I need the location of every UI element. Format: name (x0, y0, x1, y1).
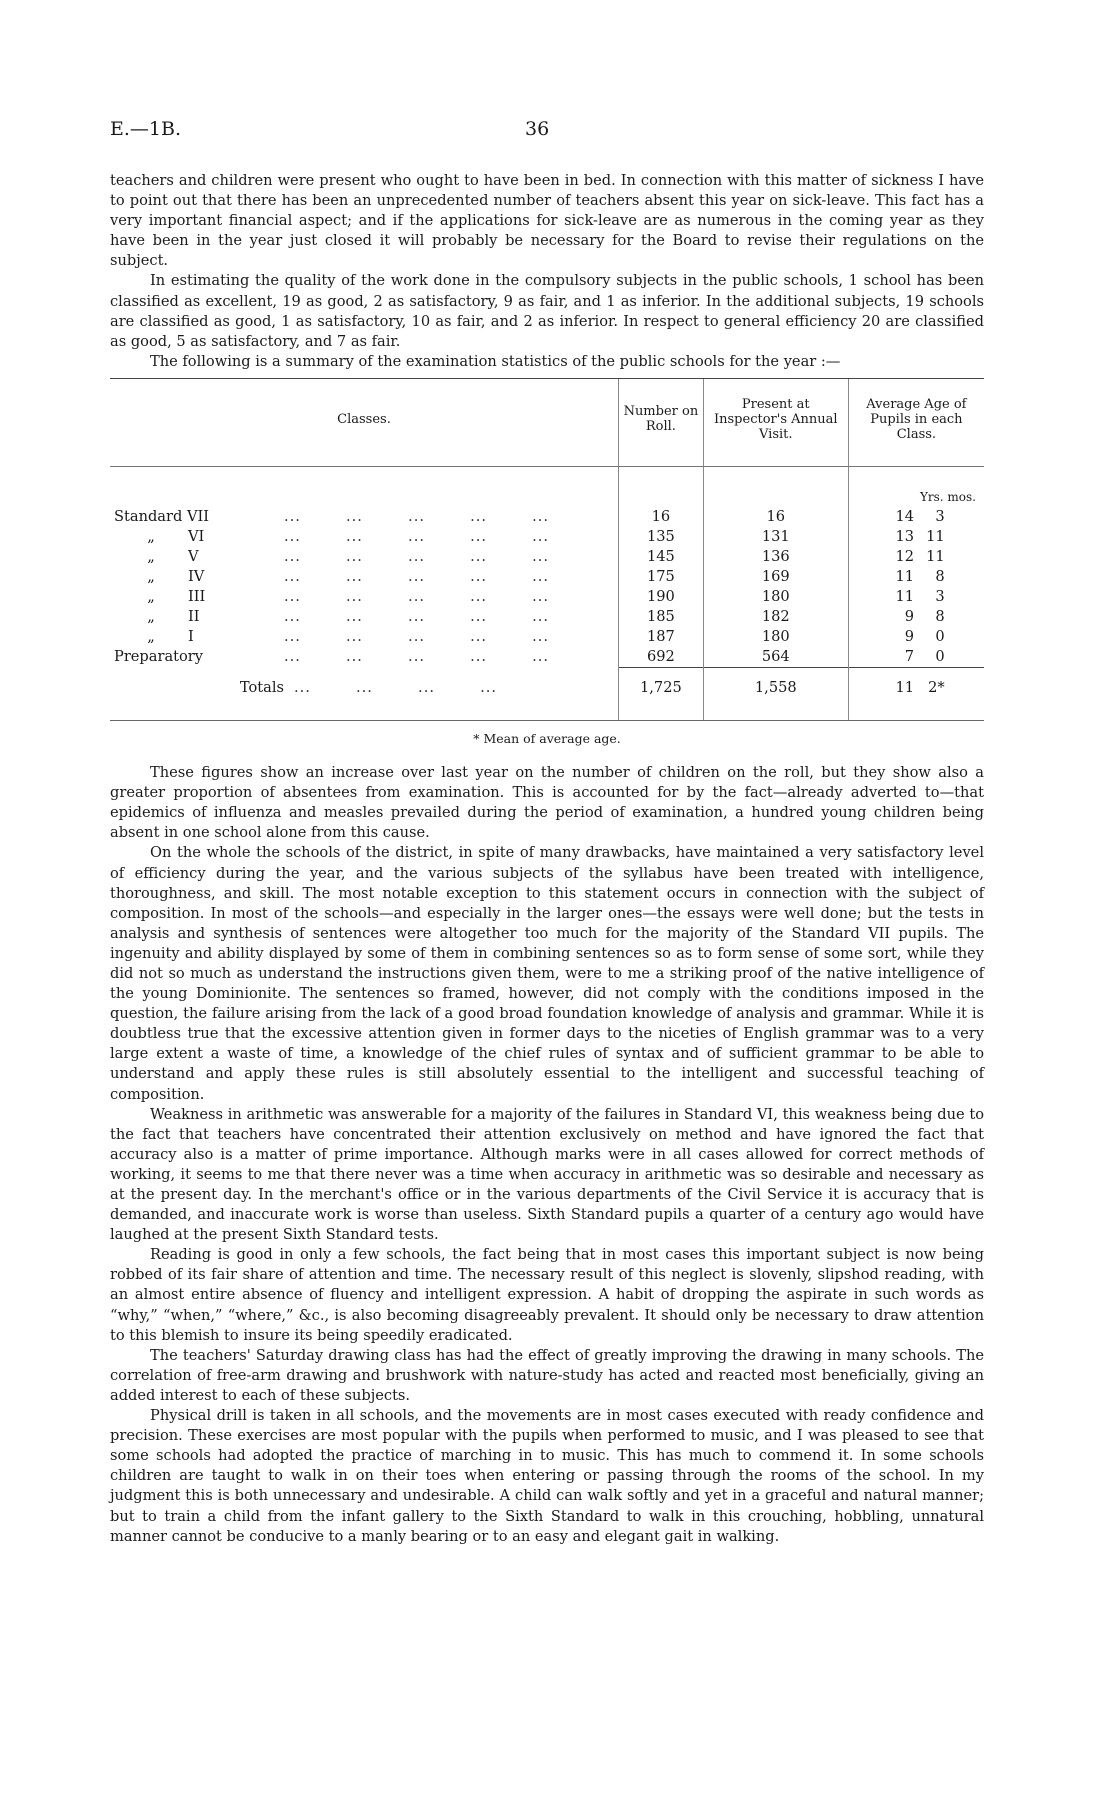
age-cell (848, 587, 984, 607)
roll-cell: 190 (619, 587, 704, 607)
header-roll: Number on Roll. (619, 378, 704, 466)
ditto-mark: „ (147, 587, 155, 605)
units-row (110, 466, 984, 507)
age-years: 9 (904, 607, 915, 625)
leader-dots: ... ... ... ... ... (284, 607, 550, 625)
age-months: 0 (935, 627, 945, 645)
ditto-mark: „ (147, 527, 155, 545)
present-cell: 131 (703, 527, 848, 547)
examination-statistics-table (110, 378, 984, 721)
age-cell (848, 567, 984, 587)
age-months: 8 (935, 607, 945, 625)
paragraph: Weakness in arithmetic was answerable for a majority of the failures in Standard VI, this weakness being due to the fact that teachers have concentrated their attention exclusively on method and have ignored the fact that accuracy also is a matter of prime importance. Although marks were in all cases allowed for correct methods of working, it seems to me that there never was a time when accuracy in arithmetic was so desirable and necessary as at the present day. In the merchant's office or in the various departments of the Civil Service it is accuracy that is demanded, and inaccurate work is worse than useless. Sixth Standard pupils a quarter of a century ago would have laughed at the present Sixth Standard tests. (110, 1105, 984, 1244)
paragraph: In estimating the quality of the work done in the compulsory subjects in the public schools, 1 school has been classified as excellent, 19 as good, 2 as satisfactory, 9 as fair, and 1 as inferior. In the additional subjects, 19 schools are classified as good, 1 as satisfactory, 10 as fair, and 2 as inferior. In respect to general efficiency 20 are classified as good, 5 as satisfactory, and 7 as fair. (110, 272, 984, 350)
age-cell (848, 647, 984, 668)
paragraph: These figures show an increase over last year on the number of children on the roll, but they show also a greater proportion of absentees from examination. This is accounted for by the fact—already adverted to—that epidemics of influenza and measles prevailed during the period of examination, a hundred young children being absent in one school alone from this cause. (110, 764, 984, 842)
age-years: 7 (904, 647, 915, 665)
paragraph: teachers and children were present who ought to have been in bed. In connection with this matter of sickness I have to point out that there has been an unprecedented number of teachers absent this year on sick-leave. This fact has a very important financial aspect; and if the applications for sick-leave are as numerous in the coming year as they have been in the year just closed it will probably be necessary for the Board to revise their regulations on the subject. (110, 172, 984, 270)
present-cell: 180 (703, 627, 848, 647)
leader-dots: ... ... ... ... ... (284, 587, 550, 605)
present-cell: 169 (703, 567, 848, 587)
age-years: 12 (895, 547, 915, 565)
paragraph: The following is a summary of the examination statistics of the public schools for the year :— (150, 352, 841, 370)
roll-cell: 692 (619, 647, 704, 668)
roll-cell: 187 (619, 627, 704, 647)
age-cell (848, 627, 984, 647)
ditto-mark: „ (147, 627, 155, 645)
present-cell: 180 (703, 587, 848, 607)
paragraph: The teachers' Saturday drawing class has had the effect of greatly improving the drawing in many schools. The correlation of free-arm drawing and brushwork with nature-study has acted and reacted most beneficially, giving an added interest to each of these subjects. (110, 1346, 984, 1404)
class-name: V (188, 547, 199, 565)
leader-dots: ... ... ... ... ... (284, 567, 550, 585)
roll-cell: 135 (619, 527, 704, 547)
age-cell (848, 547, 984, 567)
age-years: 11 (895, 587, 915, 605)
table-row (110, 567, 984, 587)
table-row (110, 547, 984, 567)
age-cell (848, 507, 984, 527)
present-cell: 16 (703, 507, 848, 527)
total-roll: 1,725 (619, 667, 704, 720)
page-number: 36 (525, 118, 550, 140)
totals-label: Totals (239, 678, 284, 696)
age-months: 11 (926, 547, 945, 565)
leader-dots: ... ... ... ... ... (284, 507, 550, 525)
body-text (110, 171, 984, 1547)
age-years: 11 (895, 567, 915, 585)
leader-dots: ... ... ... ... (294, 678, 498, 696)
roll-cell: 175 (619, 567, 704, 587)
age-units: Yrs. mos. (848, 466, 984, 507)
class-name: VI (188, 527, 205, 545)
header-present: Present at Inspector's Annual Visit. (703, 378, 848, 466)
age-months: 11 (926, 527, 945, 545)
table-row (110, 527, 984, 547)
leader-dots: ... ... ... ... ... (284, 627, 550, 645)
mean-age (848, 667, 984, 720)
header-classes: Classes. (110, 378, 619, 466)
leader-dots: ... ... ... ... ... (284, 648, 550, 666)
ditto-mark: „ (147, 607, 155, 625)
age-years: 11 (895, 678, 915, 696)
age-years: 13 (895, 527, 915, 545)
table-row (110, 627, 984, 647)
footnote: * Mean of average age. (473, 730, 621, 746)
present-cell: 182 (703, 607, 848, 627)
roll-cell: 16 (619, 507, 704, 527)
table-header-row (110, 378, 984, 466)
class-name: IV (188, 567, 205, 585)
age-cell (848, 607, 984, 627)
totals-row (110, 667, 984, 720)
table-row (110, 647, 984, 668)
age-months: 8 (935, 567, 945, 585)
total-present: 1,558 (703, 667, 848, 720)
document-reference: E.—1B. (110, 118, 181, 140)
table-row (110, 507, 984, 527)
paragraph: Physical drill is taken in all schools, and the movements are in most cases executed with ready confidence and precision. These exercises are most popular with the pupils when performed to music, and I was pleased to see that some schools had adopted the practice of marching in to music. This has much to commend it. In some schools children are taught to walk in on their toes when entering or passing through the rooms of the school. In my judgment this is both unnecessary and undesirable. A child can walk softly and yet in a graceful and natural manner; but to train a child from the infant gallery to the Sixth Standard to walk in this crouching, hobbling, unnatural manner cannot be conducive to a manly bearing or to an easy and elegant gait in walking. (110, 1407, 984, 1545)
ditto-mark: „ (147, 567, 155, 585)
header-age: Average Age of Pupils in each Class. (848, 378, 984, 466)
age-years: 14 (895, 507, 915, 525)
class-name: Standard VII (114, 507, 210, 525)
age-months: 3 (935, 507, 945, 525)
leader-dots: ... ... ... ... ... (284, 547, 550, 565)
age-cell (848, 527, 984, 547)
class-name: III (188, 587, 206, 605)
ditto-mark: „ (147, 547, 155, 565)
class-name: Preparatory (114, 648, 204, 666)
age-months: 0 (935, 647, 945, 665)
paragraph: Reading is good in only a few schools, the fact being that in most cases this important subject is now being robbed of its fair share of attention and time. The necessary result of this neglect is slovenly, slipshod reading, with an almost entire absence of fluency and intelligent expression. A habit of dropping the aspirate in such words as “why,” “when,” “where,” &c., is also becoming disagreeably prevalent. It should only be necessary to draw attention to this blemish to insure its being speedily eradicated. (110, 1246, 984, 1344)
roll-cell: 145 (619, 547, 704, 567)
age-months: 3 (935, 587, 945, 605)
present-cell: 136 (703, 547, 848, 567)
paragraph: On the whole the schools of the district, in spite of many drawbacks, have maintained a very satisfactory level of efficiency during the year, and the various subjects of the syllabus have been treated with intelligence, thoroughness, and skill. The most notable exception to this statement occurs in connection with the subject of composition. In most of the schools—and especially in the larger ones—the essays were well done; but the tests in analysis and synthesis of sentences were altogether too much for the majority of the Standard VII pupils. The ingenuity and ability displayed by some of them in combining sentences so as to form sense of some sort, while they did not so much as understand the instructions given them, were to me a striking proof of the native intelligence of the young Dominionite. The sentences so framed, however, did not comply with the conditions imposed in the question, the failure arising from the lack of a good broad foundation knowledge of analysis and grammar. While it is doubtless true that the excessive attention given in former days to the niceties of English grammar was to a very large extent a waste of time, a knowledge of the chief rules of syntax and of sufficient grammar to be able to understand and apply these rules is still absolutely essential to the intelligent and successful teaching of composition. (110, 844, 984, 1103)
age-months: 2* (928, 678, 945, 696)
present-cell: 564 (703, 647, 848, 668)
roll-cell: 185 (619, 607, 704, 627)
class-name: I (188, 627, 194, 645)
class-name: II (188, 607, 200, 625)
table-row (110, 607, 984, 627)
age-years: 9 (904, 627, 915, 645)
table-row (110, 587, 984, 607)
leader-dots: ... ... ... ... ... (284, 527, 550, 545)
